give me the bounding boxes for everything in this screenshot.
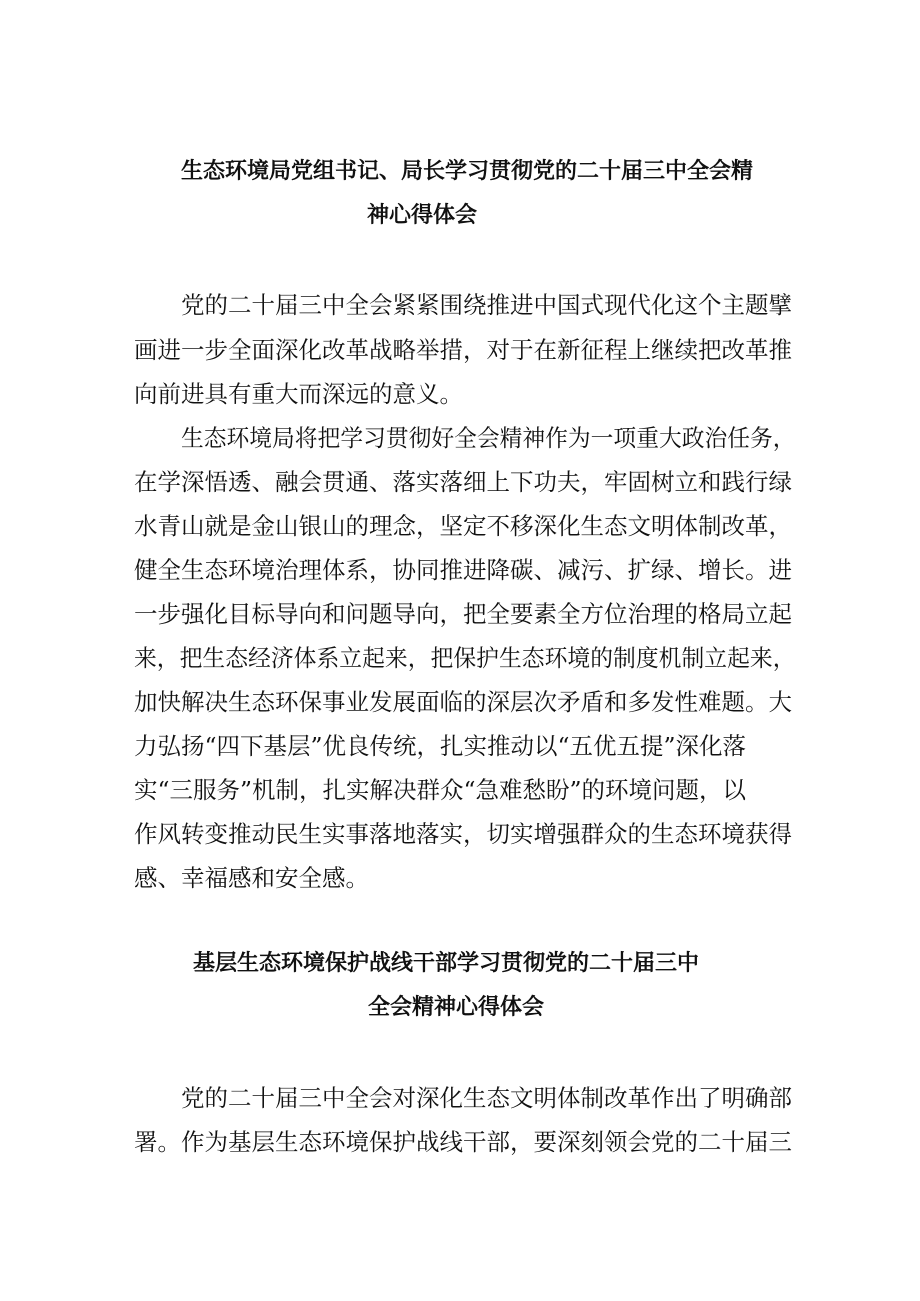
paragraph-line: 健全生态环境治理体系，协同推进降碳、减污、扩绿、增长。进: [134, 556, 792, 584]
paragraph-line: 力弘扬“四下基层”优良传统，扎实推动以“五优五提”深化落: [134, 732, 747, 760]
paragraph-line: 实“三服务”机制，扎实解决群众“急难愁盼”的环境问题，以: [134, 776, 747, 804]
article-2-title-line-1: 基层生态环境保护战线干部学习贯彻党的二十届三中: [193, 951, 700, 976]
paragraph-line: 画进一步全面深化改革战略举措，对于在新征程上继续把改革推: [134, 336, 792, 364]
article-1-title-line-2: 神心得体会: [367, 203, 478, 228]
paragraph-line: 署。作为基层生态环境保护战线干部，要深刻领会党的二十届三: [134, 1128, 792, 1156]
paragraph-line: 一步强化目标导向和问题导向，把全要素全方位治理的格局立起: [134, 600, 792, 628]
paragraph-line: 加快解决生态环保事业发展面临的深层次矛盾和多发性难题。大: [134, 688, 792, 716]
article-2-title-line-2: 全会精神心得体会: [368, 995, 545, 1020]
paragraph-line: 生态环境局将把学习贯彻好全会精神作为一项重大政治任务，: [181, 424, 796, 452]
article-1-title-line-1: 生态环境局党组书记、局长学习贯彻党的二十届三中全会精: [181, 159, 754, 184]
paragraph-line: 感、幸福感和安全感。: [134, 864, 369, 892]
paragraph-line: 来，把生态经济体系立起来，把保护生态环境的制度机制立起来，: [134, 644, 796, 672]
paragraph-line: 在学深悟透、融会贯通、落实落细上下功夫，牢固树立和践行绿: [134, 468, 792, 496]
paragraph-line: 党的二十届三中全会对深化生态文明体制改革作出了明确部: [181, 1084, 792, 1112]
paragraph-line: 作风转变推动民生实事落地落实，切实增强群众的生态环境获得: [134, 820, 792, 848]
paragraph-line: 向前进具有重大而深远的意义。: [134, 380, 463, 408]
paragraph-line: 党的二十届三中全会紧紧围绕推进中国式现代化这个主题擘: [181, 291, 792, 319]
paragraph-line: 水青山就是金山银山的理念，坚定不移深化生态文明体制改革，: [134, 512, 792, 540]
